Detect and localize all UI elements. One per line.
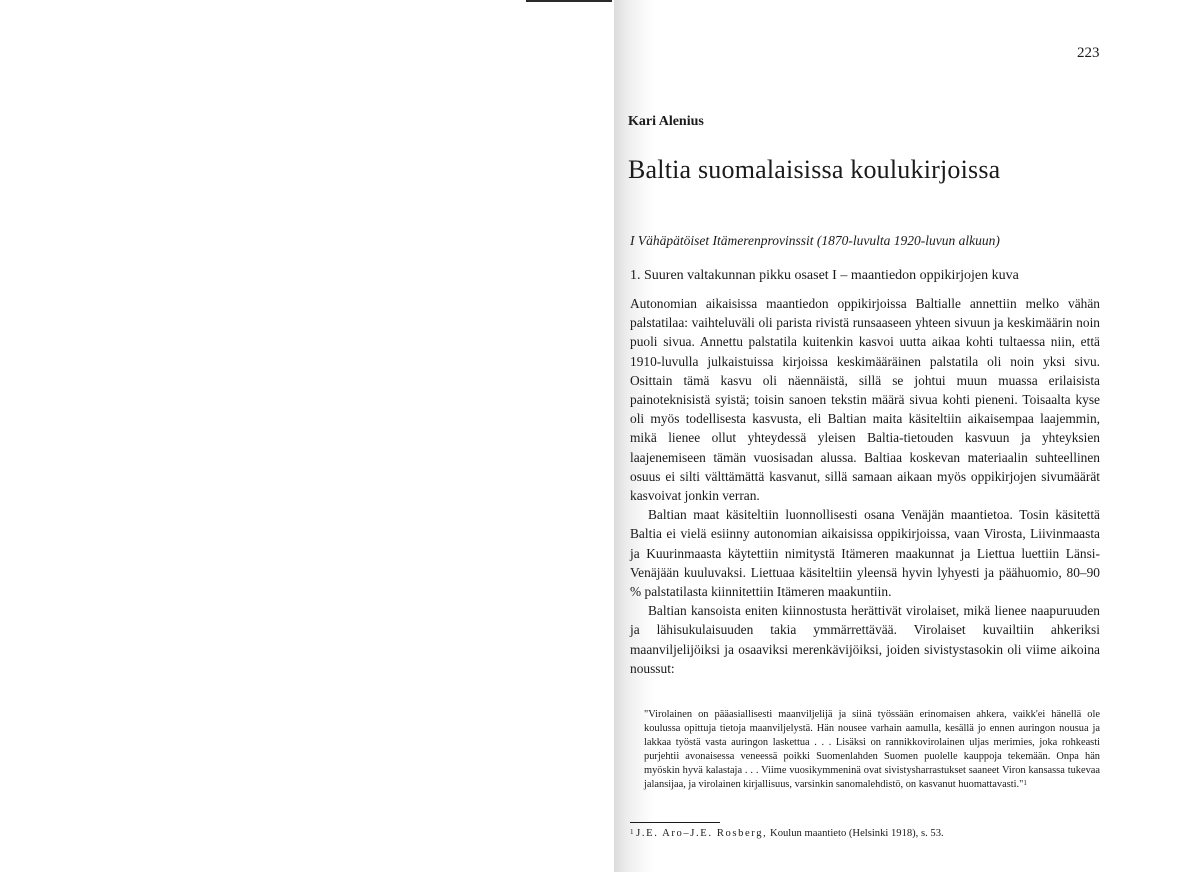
paragraph: Baltian maat käsiteltiin luonnollisesti osana Venäjän maantietoa. Tosin käsitettä Baltia ei vielä esiinny autonomian aikaisissa oppikirjoissa, vaan Virosta, Liivinmaasta ja Kuurinmaasta käytettiin nimitystä Itämeren maakunnat ja Liettua luettiin Länsi-Venäjään kuuluvaksi. Liettuaa käsiteltiin yleensä hyvin lyhyesti ja päähuomio, 80–90 % palstatilasta kiinnitettiin Itämeren maakuntiin.	[630, 507, 1100, 600]
page-number: 223	[1077, 45, 1100, 61]
footnote	[630, 827, 944, 841]
paragraph: Baltian kansoista eniten kiinnostusta herättivät virolaiset, mikä lienee naapuruuden ja lähisukulaisuuden takia ymmärrettävää. Virolaiset kuvailtiin ahkeriksi maanviljelijöiksi ja osaaviksi merenkävijöiksi, joiden sivistystasokin oli viime aikoina noussut:	[630, 603, 1100, 676]
right-page	[614, 0, 1200, 872]
footnote-rule	[630, 822, 720, 823]
body-text	[630, 294, 1100, 678]
quote-text: "Virolainen on pääasiallisesti maanviljelijä ja siinä työssään erinomaisen ahkera, vaikk'ei hänellä ole koulussa opittuja tietoja maanviljelystä. Hän nousee varhain aamulla, kesällä jo ennen auringon nousua ja lakkaa työstä vasta auringon laskettua . . . Lisäksi on rannikkovirolainen uljas merimies, joka rohkeasti purjehtii avonaisessa veneessä poikki Suomenlahden Suomen puolelle kauppoja tekemään. Onpa hän myöskin hyvä kalastaja . . . Viime vuosikymmeninä ovat sivistysharrastukset saaneet Viron kansassa tukevaa jalansijaa, ja virolainen kirjallisuus, varsinkin sanomalehdistö, on kasvanut huomattavasti."	[644, 709, 1100, 790]
article-subtitle: I Vähäpätöiset Itämerenprovinssit (1870-luvulta 1920-luvun alkuun)	[630, 233, 1000, 248]
top-rule-line	[526, 0, 612, 2]
section-heading: 1. Suuren valtakunnan pikku osaset I – maantiedon oppikirjojen kuva	[630, 268, 1019, 283]
author-name: Kari Alenius	[628, 114, 704, 129]
footnote-citation: Koulun maantieto (Helsinki 1918), s. 53.	[770, 828, 944, 839]
article-title: Baltia suomalaisissa koulukirjoissa	[628, 155, 1001, 184]
footnote-authors: J.E. Aro–J.E. Rosberg,	[636, 828, 768, 839]
footnote-marker: 1	[630, 828, 634, 836]
block-quote	[644, 708, 1100, 792]
quote-footnote-ref: 1	[1023, 779, 1027, 787]
paragraph: Autonomian aikaisissa maantiedon oppikirjoissa Baltialle annettiin melko vähän palstatilaa: vaihteluväli oli parista rivistä runsaaseen yhteen sivuun ja keskimäärin noin puoli sivua. Annettu palstatila kuitenkin kasvoi uutta aikaa kohti tultaessa niin, että 1910-luvulla julkaistuissa kirjoissa keskimääräinen palstatila oli noin yksi sivu. Osittain tämä kasvu oli näennäistä, sillä se johtui muun muassa erilaisista painoteknisistä syistä; toisin sanoen tekstin määrä sivua kohti pieneni. Toisaalta kyse oli myös todellisesta kasvusta, eli Baltian maita käsiteltiin aikaisempaa laajemmin, mikä lienee ollut yhteydessä yleisen Baltia-tietouden kasvuun ja yhteyksien laajenemiseen tämän vuosisadan alussa. Baltiaa koskevan materiaalin suhteellinen osuus ei silti välttämättä kasvanut, sillä samaan aikaan myös oppikirjojen sivumäärät kasvoivat jonkin verran.	[630, 296, 1100, 504]
